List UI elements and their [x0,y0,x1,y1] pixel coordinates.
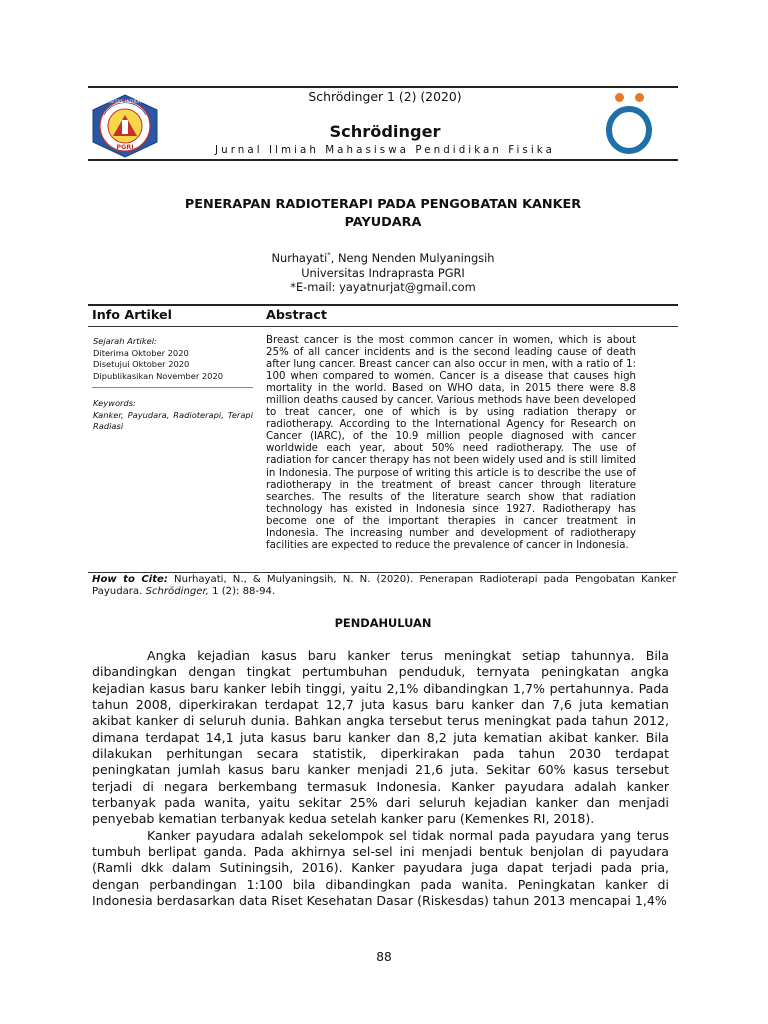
header-bottom-rule [88,159,678,161]
article-title [88,196,678,232]
cite-volume-pages: 1 (2): 88-94. [208,586,276,598]
abstract-text: Breast cancer is the most common cancer in women, which is about 25% of all cancer incidents and is the second leading cause of death after lung cancer. Breast cancer can also occur in men, with a ratio of 1: 100 when compared to women. Cancer is a disease that causes high mortality in the world. Based on WHO data, in 2015 there were 8.8 million deaths caused by cancer. Various methods have been developed to treat cancer, one of which is by using radiation therapy or radiotherapy. According to the International Agency for Research on Cancer (IARC), of the 10.9 million people diagnosed with cancer worldwide each year, about 50% need radiotherapy. The use of radiation for cancer therapy has not been widely used and is still limited in Indonesia. The purpose of writing this article is to describe the use of radiotherapy in the treatment of breast cancer through literature searches. The results of the literature search show that radiation technology has existed in Indonesia since 1927. Radiotherapy has become one of the important therapies in cancer treatment in Indonesia. The increasing number and development of radiotherapy facilities are expected to reduce the prevalence of cancer in Indonesia. [266,335,637,551]
title-line-1: PENERAPAN RADIOTERAPI PADA PENGOBATAN KANKER [184,197,582,212]
cite-text: Nurhayati, N., & Mulyaningsih, N. N. (2020). Penerapan Radioterapi pada Pengobatan Kanker Payudara. [92,574,677,598]
university-logo [90,93,160,159]
journal-citation: Schrödinger 1 (2) (2020) [308,89,462,104]
history-label: Sejarah Artikel: [93,336,157,346]
paragraph-1: Angka kejadian kasus baru kanker terus meningkat setiap tahunnya. Bila dibandingkan dengan tingkat pertumbuhan penduduk, ternyata peningkatan angka kejadian kasus baru kanker lebih tinggi, yaitu 2,1% dibandingkan 1,7% pertahunnya. Pada tahun 2008, diperkirakan terdapat 12,7 juta kasus baru kanker dan 7,6 juta kematian akibat kanker di seluruh dunia. Bahkan angka tersebut terus meningkat pada tahun 2012, dimana terdapat 14,1 juta kasus baru kanker dan 8,2 juta kematian akibat kanker. Bila dilakukan perhitungan secara statistik, diperkirakan pada tahun 2030 terdapat peningkatan jumlah kasus baru kanker menjadi 21,6 juta. Sekitar 60% kasus tersebut terjadi di negara berkembang termasuk Indonesia. Kanker payudara adalah kanker terbanyak pada wanita, yaitu sekitar 25% dari seluruh kejadian kanker dan menjadi penyebab kematian terbanyak kedua setelah kanker paru (Kemenkes RI, 2018). [92,648,669,827]
logo-dot-right [635,93,644,102]
logo-arc-text: UNIVERSITAS INDRAPRASTA [92,99,158,104]
info-top-rule [88,304,678,306]
info-bottom-rule [88,572,678,573]
journal-name: Schrödinger [329,122,441,141]
corresponding-mark: * [327,251,331,259]
author-block [88,248,678,295]
keywords-label: Keywords: [93,398,136,408]
author-2: , Neng Nenden Mulyaningsih [330,250,495,265]
article-history [93,336,253,382]
header-top-rule [88,86,678,88]
cite-journal: Schrödinger, [145,586,209,598]
logo-pgri-text: PGRI [116,143,134,151]
journal-subtitle: Jurnal Ilmiah Mahasiswa Pendidikan Fisika [215,144,555,156]
history-divider [92,387,253,388]
keywords-list: Kanker, Payudara, Radioterapi, Terapi Radiasi [93,409,253,432]
authors-line [88,248,678,266]
section-heading: PENDAHULUAN [334,616,432,630]
info-heading-rule [88,326,678,327]
how-to-cite [92,574,676,599]
abstract-heading: Abstract [266,307,327,322]
published-date: Dipublikasikan November 2020 [93,370,224,381]
journal-logo [604,93,656,155]
paragraph-2: Kanker payudara adalah sekelompok sel tidak normal pada payudara yang terus tumbuh berlipat ganda. Pada akhirnya sel-sel ini menjadi bentuk benjolan di payudara (Ramli dkk dalam Sutiningsih, 2016). Kanker payudara juga dapat terjadi pada pria, dengan perbandingan 1:100 bila dibandingkan pada wanita. Peningkatan kanker di Indonesia berdasarkan data Riset Kesehatan Dasar (Riskesdas) tahun 2013 mencapai 1,4% [92,827,669,909]
received-date: Diterima Oktober 2020 [93,347,189,358]
cite-label: How to Cite: [92,574,168,585]
approved-date: Disetujui Oktober 2020 [93,359,190,370]
info-heading: Info Artikel [92,307,172,322]
title-line-2: PAYUDARA [344,215,422,230]
keywords-block [93,398,253,433]
logo-dot-left [615,93,624,102]
author-email: *E-mail: yayatnurjat@gmail.com [290,280,476,295]
affiliation: Universitas Indraprasta PGRI [301,265,465,280]
author-1: Nurhayati [271,250,328,265]
body-text [92,648,669,910]
page-number: 88 [376,950,392,964]
